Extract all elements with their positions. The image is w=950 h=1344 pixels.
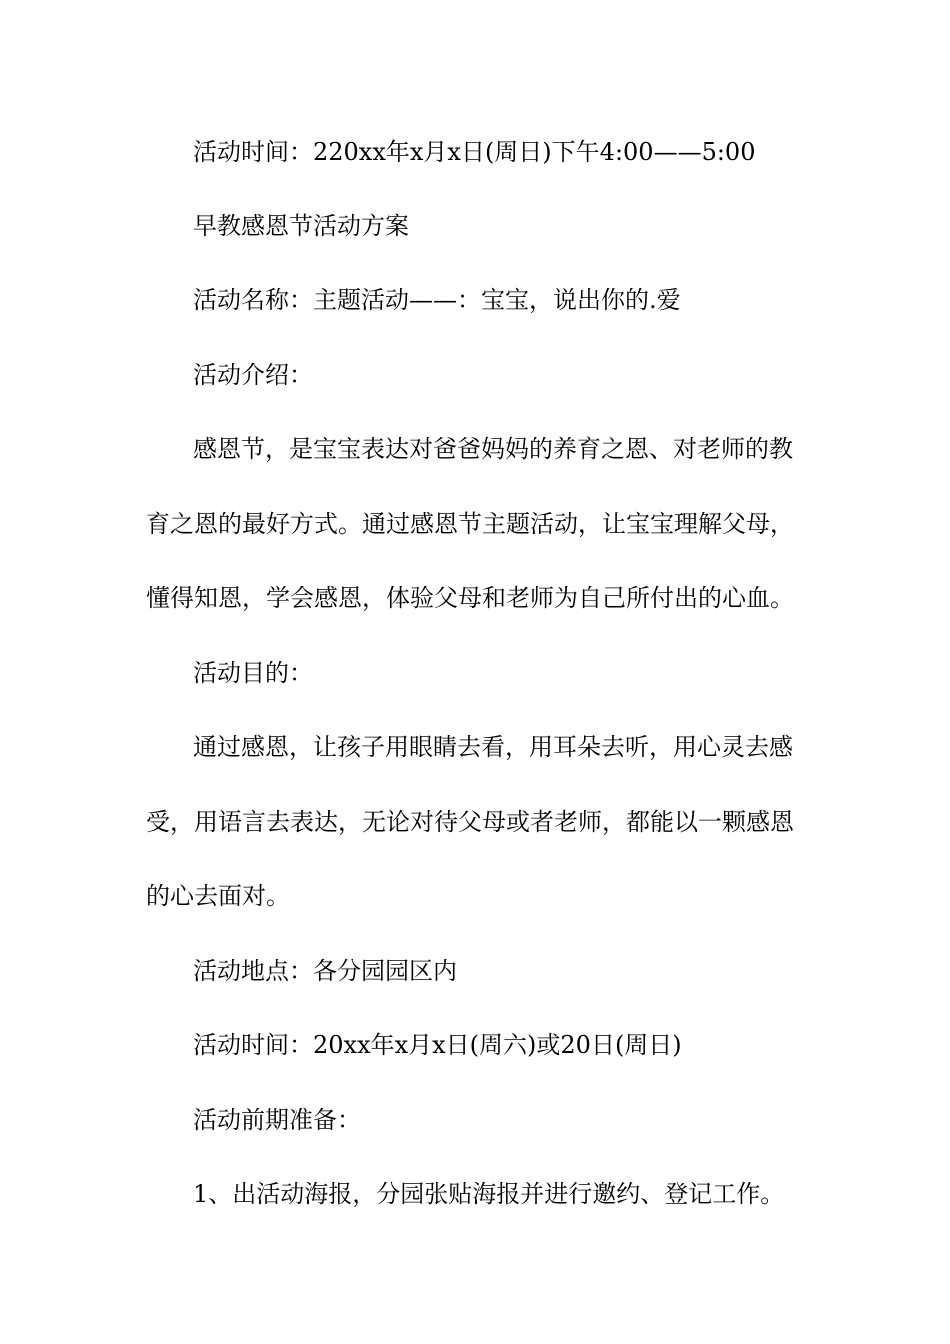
activity-time-line-2: 活动时间：20xx年x月x日(周六)或20日(周日) [193, 1031, 682, 1059]
purpose-text-line-1: 通过感恩，让孩子用眼睛去看，用耳朵去听，用心灵去感 [193, 733, 793, 761]
activity-time-line-1: 活动时间：220xx年x月x日(周日)下午4:00——5:00 [193, 138, 756, 166]
purpose-text-line-3: 的心去面对。 [146, 882, 290, 910]
introduction-text-line-3: 懂得知恩，学会感恩，体验父母和老师为自己所付出的心血。 [146, 584, 794, 612]
introduction-heading: 活动介绍： [193, 361, 313, 389]
preparation-item-1: 1、出活动海报，分园张贴海报并进行邀约、登记工作。 [193, 1180, 785, 1208]
introduction-text-line-1: 感恩节，是宝宝表达对爸爸妈妈的养育之恩、对老师的教 [193, 435, 793, 463]
purpose-text-line-2: 受，用语言去表达，无论对待父母或者老师，都能以一颗感恩 [146, 808, 794, 836]
purpose-heading: 活动目的： [193, 659, 313, 687]
location-line: 活动地点：各分园园区内 [193, 957, 457, 985]
plan-title: 早教感恩节活动方案 [193, 212, 409, 240]
activity-name-line: 活动名称：主题活动——：宝宝，说出你的.爱 [193, 286, 681, 314]
introduction-text-line-2: 育之恩的最好方式。通过感恩节主题活动，让宝宝理解父母， [146, 510, 794, 538]
preparation-heading: 活动前期准备： [193, 1106, 361, 1134]
